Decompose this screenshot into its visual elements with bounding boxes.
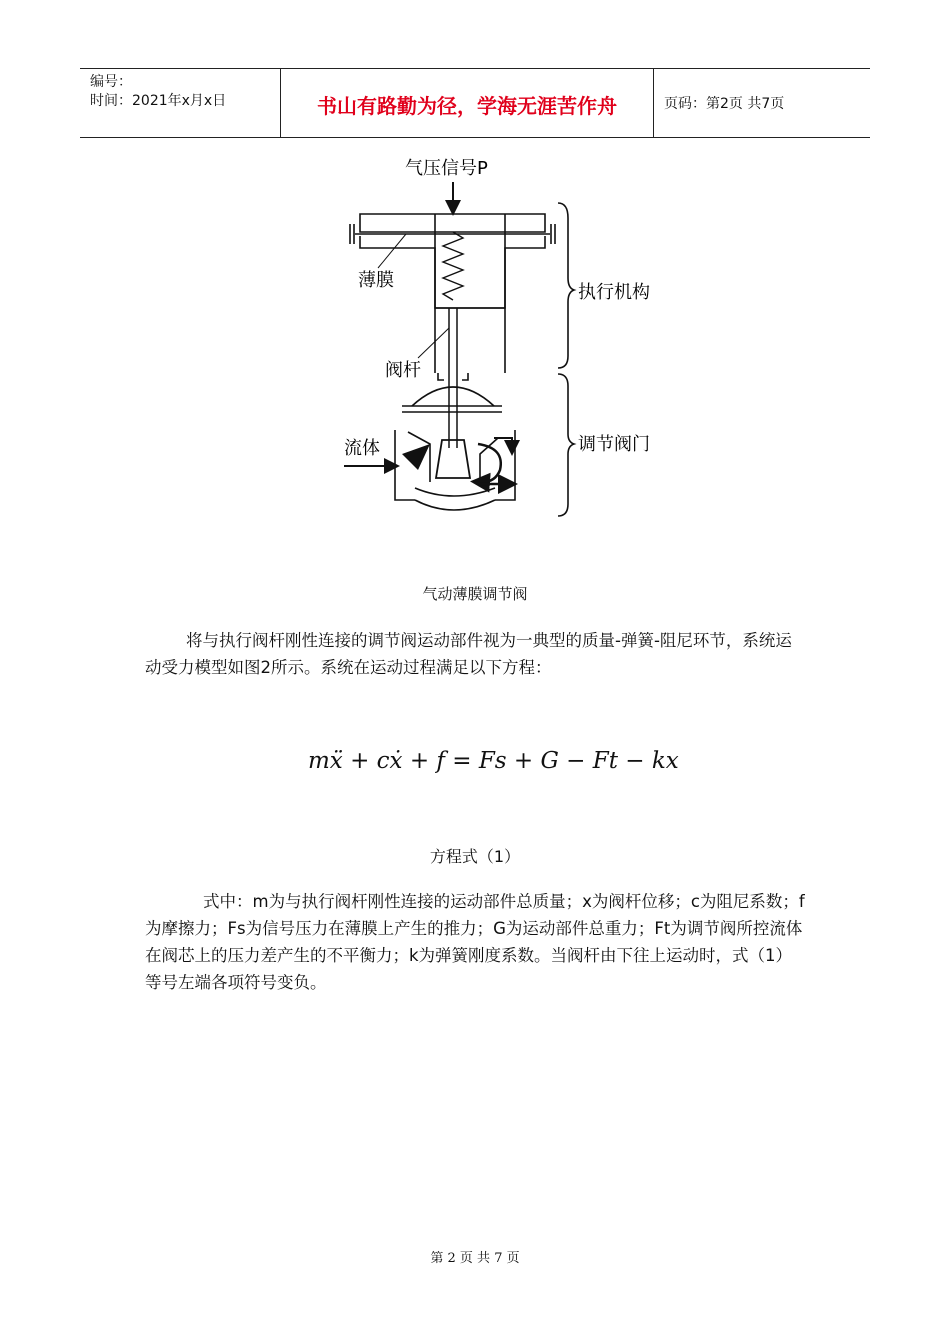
header-motto: 书山有路勤为径，学海无涯苦作舟 — [317, 94, 617, 118]
signal-label: 气压信号P — [405, 158, 488, 179]
actuator-label: 执行机构 — [578, 282, 650, 303]
spring-coil — [443, 232, 463, 300]
valve-stem — [449, 308, 457, 448]
page-footer: 第 2 页 共 7 页 — [430, 1251, 520, 1266]
fluid-label: 流体 — [344, 438, 380, 459]
figure-caption: 气动薄膜调节阀 — [422, 585, 528, 603]
motion-equation: mẍ + cẋ + f = Fs + G − Ft − kx — [308, 748, 679, 774]
document-id-label: 编号： — [90, 74, 132, 90]
valve-diagram — [330, 148, 650, 527]
header-middle-cell — [281, 69, 654, 137]
valve-body — [395, 373, 515, 510]
header-right-cell — [654, 69, 870, 137]
valve-label: 调节阀门 — [578, 434, 650, 455]
actuator-housing — [350, 214, 555, 373]
stem-label: 阀杆 — [385, 360, 421, 381]
header-table — [80, 68, 870, 138]
header-page-label: 页码：第2页 共7页 — [664, 96, 785, 112]
header-left-cell — [80, 69, 281, 137]
paragraph-variables: 式中：m为与执行阀杆刚性连接的运动部件总质量；x为阀杆位移；c为阻尼系数；f为摩擦力；Fs为信号压力在薄膜上产生的推力；G为运动部件总重力；Ft为调节阀所控流体在阀芯上的压力差产生的不平衡力；k为弹簧刚度系数。当阀杆由下往上运动时，式（1）等号左端各项符号变负。 — [145, 892, 805, 992]
valve-brace — [558, 374, 574, 516]
stem-pointer — [418, 328, 449, 358]
membrane-label: 薄膜 — [358, 270, 394, 291]
document-time-label: 时间：2021年x月x日 — [90, 93, 227, 109]
valve-diagram-svg — [330, 148, 650, 523]
paragraph-intro: 将与执行阀杆刚性连接的调节阀运动部件视为一典型的质量-弹簧-阻尼环节，系统运动受力模型如图2所示。系统在运动过程满足以下方程： — [145, 631, 792, 677]
actuator-brace — [558, 203, 574, 368]
equation-label: 方程式（1） — [429, 847, 521, 866]
membrane-pointer — [378, 234, 406, 268]
